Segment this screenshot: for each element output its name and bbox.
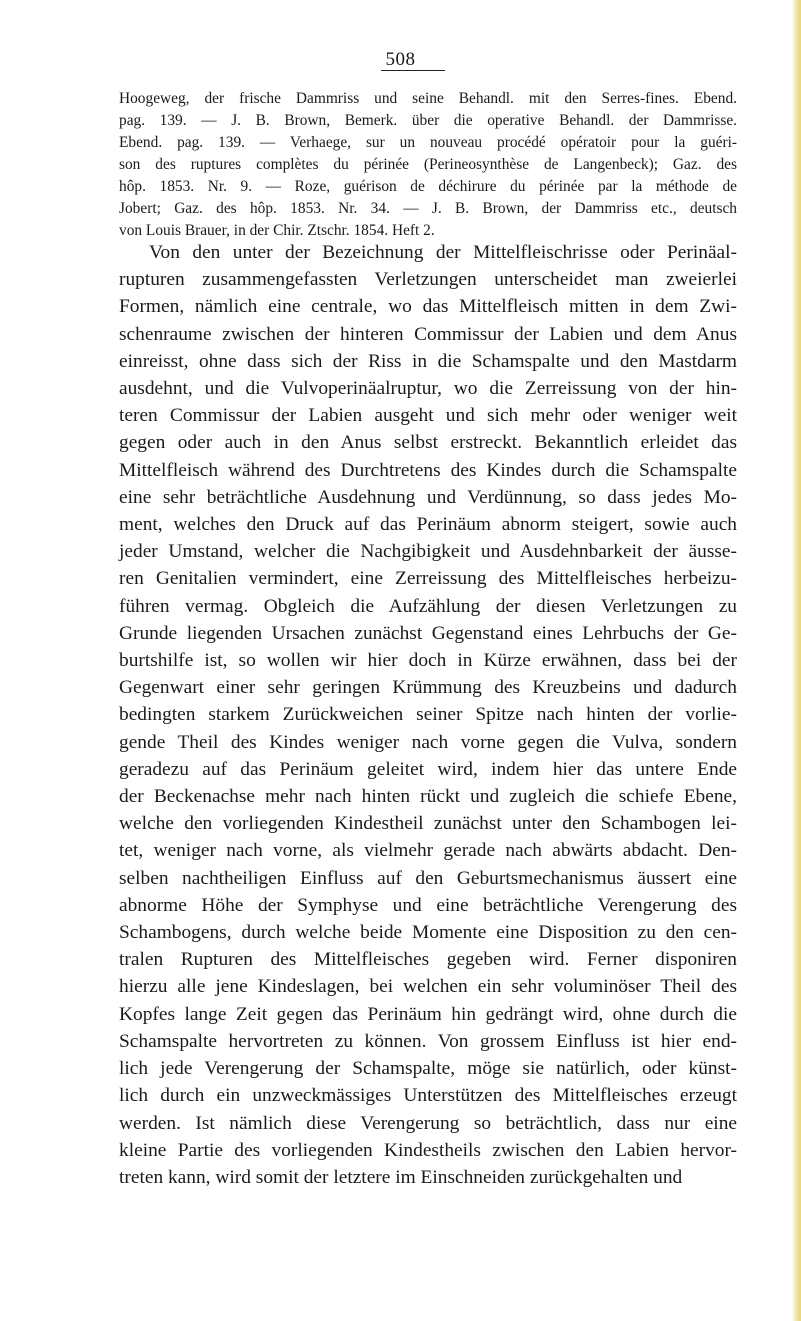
reference-line: von Louis Brauer, in der Chir. Ztschr. 1854. Heft 2. — [119, 222, 435, 239]
paragraph-line: welche den vorliegenden Kindestheil zunächst unter den Schambogen lei- — [119, 813, 737, 835]
paragraph-line: Grunde liegenden Ursachen zunächst Gegenstand eines Lehrbuchs der Ge- — [119, 622, 737, 644]
paragraph-line: gegen oder auch in den Anus selbst erstreckt. Bekanntlich erleidet das — [119, 432, 737, 454]
paragraph-line: werden. Ist nämlich diese Verengerung so beträchtlich, dass nur eine — [119, 1112, 737, 1134]
paragraph-line: Schamspalte hervortreten zu können. Von grossem Einfluss ist hier end- — [119, 1030, 737, 1052]
page-number: 508 — [385, 49, 416, 70]
paragraph-line: Kopfes lange Zeit gegen das Perinäum hin gedrängt wird, ohne durch die — [119, 1003, 737, 1025]
paragraph-line: rupturen zusammengefassten Verletzungen unterscheidet man zweierlei — [119, 269, 737, 291]
paragraph-line: führen vermag. Obgleich die Aufzählung der diesen Verletzungen zu — [119, 595, 737, 617]
paragraph-line: geradezu auf das Perinäum geleitet wird, indem hier das untere Ende — [119, 758, 737, 780]
reference-line: Ebend. pag. 139. — Verhaege, sur un nouveau procédé opératoir pour la guéri- — [119, 134, 737, 151]
paragraph-line: lich durch ein unzweckmässiges Unterstützen des Mittelfleisches erzeugt — [119, 1085, 737, 1107]
paragraph-line: eine sehr beträchtliche Ausdehnung und Verdünnung, so dass jedes Mo- — [119, 486, 737, 508]
paragraph-line: jeder Umstand, welcher die Nachgibigkeit und Ausdehnbarkeit der äusse- — [119, 541, 737, 563]
paragraph-line: Von den unter der Bezeichnung der Mittelfleischrisse oder Perinäal- — [149, 242, 737, 263]
references-block — [119, 88, 737, 242]
paragraph-line: ment, welches den Druck auf das Perinäum abnorm steigert, sowie auch — [119, 514, 737, 536]
reference-line: son des ruptures complètes du périnée (Perineosynthèse de Langenbeck); Gaz. des — [119, 156, 737, 173]
paragraph-line: selben nachtheiligen Einfluss auf den Geburtsmechanismus äussert eine — [119, 867, 737, 889]
paragraph-line: tralen Rupturen des Mittelfleisches gegeben wird. Ferner disponiren — [119, 949, 737, 971]
paragraph-line: teren Commissur der Labien ausgeht und sich mehr oder weniger weit — [119, 405, 737, 427]
reference-line: Hoogeweg, der frische Dammriss und seine Behandl. mit den Serres-fines. Ebend. — [119, 90, 737, 107]
reference-line: hôp. 1853. Nr. 9. — Roze, guérison de déchirure du périnée par la méthode de — [119, 178, 737, 195]
paragraph-line: hierzu alle jene Kindeslagen, bei welchen ein sehr voluminöser Theil des — [119, 976, 737, 998]
reference-line: Jobert; Gaz. des hôp. 1853. Nr. 34. — J. B. Brown, der Dammriss etc., deutsch — [119, 200, 737, 217]
paragraph-line: Schambogens, durch welche beide Momente eine Disposition zu den cen- — [119, 922, 737, 944]
reference-line: pag. 139. — J. B. Brown, Bemerk. über die operative Behandl. der Dammrisse. — [119, 112, 737, 129]
paragraph-line: einreisst, ohne dass sich der Riss in die Schamspalte und den Mastdarm — [119, 350, 737, 372]
paragraph-line: bedingten starkem Zurückweichen seiner Spitze nach hinten der vorlie- — [119, 704, 737, 726]
paragraph-line: burtshilfe ist, so wollen wir hier doch in Kürze erwähnen, dass bei der — [119, 650, 737, 672]
paragraph-line: schenraume zwischen der hinteren Commissur der Labien und dem Anus — [119, 323, 737, 345]
paragraph-line: der Beckenachse mehr nach hinten rückt und zugleich die schiefe Ebene, — [119, 786, 737, 808]
paragraph-line: gende Theil des Kindes weniger nach vorne gegen die Vulva, sondern — [119, 731, 737, 753]
paragraph-line: ausdehnt, und die Vulvoperinäalruptur, wo die Zerreissung von der hin- — [119, 378, 737, 400]
paragraph-line: abnorme Höhe der Symphyse und eine beträchtliche Verengerung des — [119, 894, 737, 916]
page-number-rule — [381, 70, 445, 71]
paragraph-line: Gegenwart einer sehr geringen Krümmung des Kreuzbeins und dadurch — [119, 677, 737, 699]
page-edge — [792, 0, 801, 1321]
paragraph-line: treten kann, wird somit der letztere im Einschneiden zurückgehalten und — [119, 1166, 683, 1188]
paragraph-line: tet, weniger nach vorne, als vielmehr gerade nach abwärts abdacht. Den- — [119, 840, 737, 862]
paragraph-line: kleine Partie des vorliegenden Kindestheils zwischen den Labien hervor- — [119, 1139, 737, 1161]
paragraph-line: ren Genitalien vermindert, eine Zerreissung des Mittelfleisches herbeizu- — [119, 568, 737, 590]
paragraph-line: Mittelfleisch während des Durchtretens des Kindes durch die Schamspalte — [119, 459, 737, 481]
body-text — [119, 239, 737, 1191]
paragraph-line: lich jede Verengerung der Schamspalte, möge sie natürlich, oder künst- — [119, 1058, 737, 1080]
paragraph-line: Formen, nämlich eine centrale, wo das Mittelfleisch mitten in dem Zwi- — [119, 296, 737, 318]
